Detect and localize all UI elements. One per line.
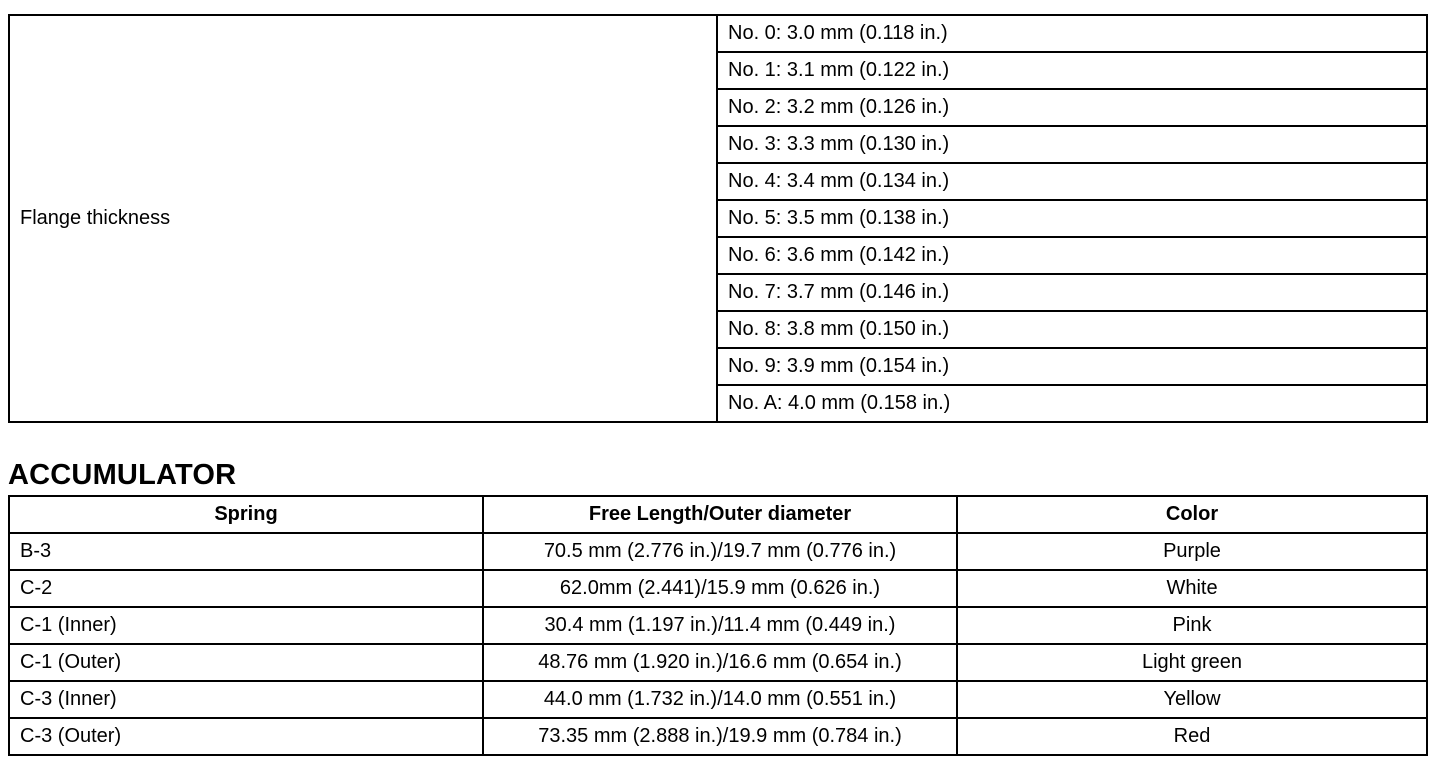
flange-thickness-table	[8, 14, 1428, 423]
table-row	[9, 15, 1427, 52]
flange-option: No. A: 4.0 mm (0.158 in.)	[717, 385, 1427, 422]
color-cell: Yellow	[957, 681, 1427, 718]
spring-cell: C-1 (Outer)	[9, 644, 483, 681]
column-header-spring: Spring	[9, 496, 483, 533]
color-cell: Red	[957, 718, 1427, 755]
table-row	[9, 570, 1427, 607]
flange-option: No. 8: 3.8 mm (0.150 in.)	[717, 311, 1427, 348]
dimension-cell: 62.0mm (2.441)/15.9 mm (0.626 in.)	[483, 570, 957, 607]
flange-thickness-label: Flange thickness	[9, 15, 717, 422]
dimension-cell: 30.4 mm (1.197 in.)/11.4 mm (0.449 in.)	[483, 607, 957, 644]
spring-cell: C-1 (Inner)	[9, 607, 483, 644]
accumulator-table	[8, 495, 1428, 756]
color-cell: Light green	[957, 644, 1427, 681]
column-header-dimension: Free Length/Outer diameter	[483, 496, 957, 533]
table-header-row	[9, 496, 1427, 533]
table-row	[9, 533, 1427, 570]
table-row	[9, 607, 1427, 644]
flange-option: No. 5: 3.5 mm (0.138 in.)	[717, 200, 1427, 237]
flange-option: No. 2: 3.2 mm (0.126 in.)	[717, 89, 1427, 126]
dimension-cell: 70.5 mm (2.776 in.)/19.7 mm (0.776 in.)	[483, 533, 957, 570]
flange-option: No. 3: 3.3 mm (0.130 in.)	[717, 126, 1427, 163]
flange-option: No. 1: 3.1 mm (0.122 in.)	[717, 52, 1427, 89]
column-header-color: Color	[957, 496, 1427, 533]
dimension-cell: 73.35 mm (2.888 in.)/19.9 mm (0.784 in.)	[483, 718, 957, 755]
section-title: ACCUMULATOR	[8, 459, 237, 491]
spring-cell: C-3 (Inner)	[9, 681, 483, 718]
table-row	[9, 644, 1427, 681]
flange-option: No. 0: 3.0 mm (0.118 in.)	[717, 15, 1427, 52]
flange-option: No. 4: 3.4 mm (0.134 in.)	[717, 163, 1427, 200]
flange-option: No. 9: 3.9 mm (0.154 in.)	[717, 348, 1427, 385]
spring-cell: B-3	[9, 533, 483, 570]
table-row	[9, 718, 1427, 755]
flange-option: No. 7: 3.7 mm (0.146 in.)	[717, 274, 1427, 311]
spring-cell: C-2	[9, 570, 483, 607]
table-row	[9, 681, 1427, 718]
color-cell: Pink	[957, 607, 1427, 644]
dimension-cell: 44.0 mm (1.732 in.)/14.0 mm (0.551 in.)	[483, 681, 957, 718]
flange-option: No. 6: 3.6 mm (0.142 in.)	[717, 237, 1427, 274]
spring-cell: C-3 (Outer)	[9, 718, 483, 755]
color-cell: White	[957, 570, 1427, 607]
color-cell: Purple	[957, 533, 1427, 570]
dimension-cell: 48.76 mm (1.920 in.)/16.6 mm (0.654 in.)	[483, 644, 957, 681]
